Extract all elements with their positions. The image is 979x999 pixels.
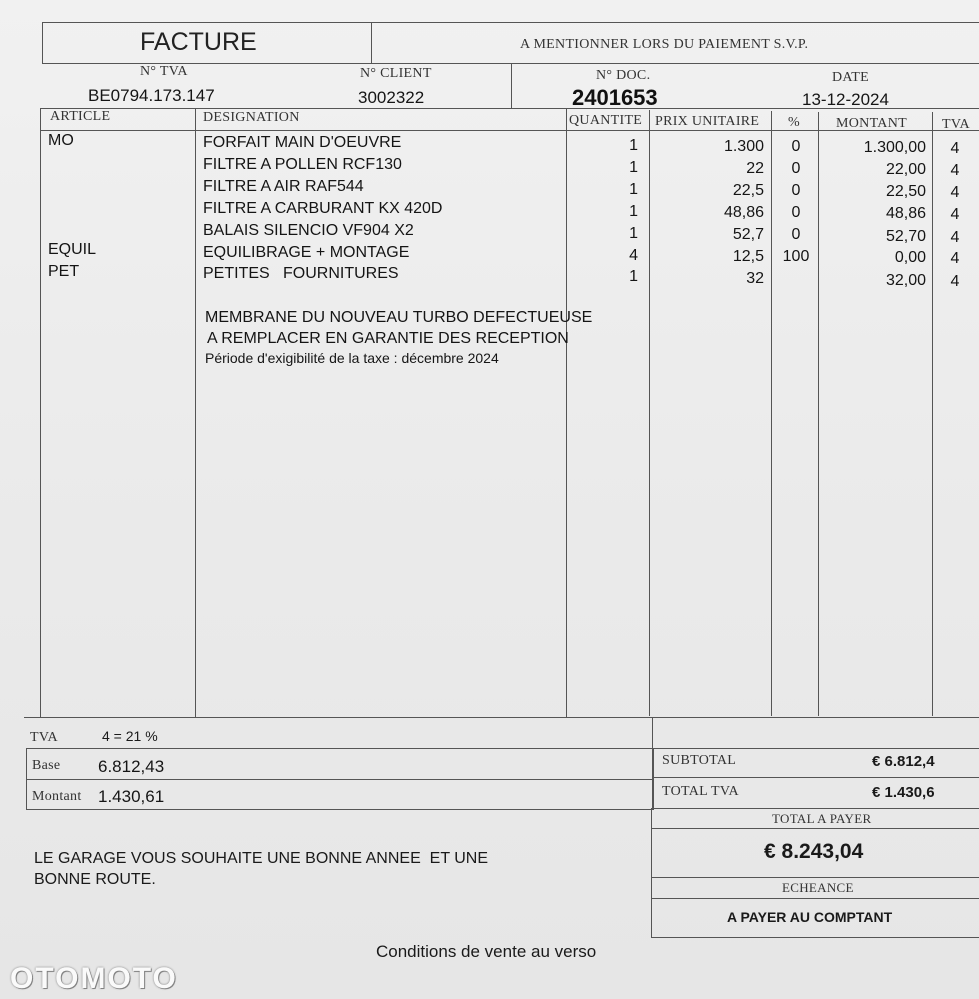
row-montant: 0,00 <box>894 249 926 266</box>
payment-note: A MENTIONNER LORS DU PAIEMENT S.V.P. <box>520 37 809 52</box>
date-value: 13-12-2024 <box>802 90 889 109</box>
row-pct: 0 <box>791 138 801 155</box>
row-article: PET <box>48 263 80 280</box>
columns-top-line <box>40 108 979 109</box>
row-tva: 4 <box>950 162 960 179</box>
row-prix: 22 <box>746 160 764 177</box>
vat-value: BE0794.173.147 <box>88 86 215 105</box>
row-quantite: 1 <box>629 225 638 242</box>
subtotal-label: SUBTOTAL <box>662 753 737 768</box>
row-designation: FILTRE A POLLEN RCF130 <box>203 156 402 173</box>
client-value: 3002322 <box>358 88 425 107</box>
col-montant: MONTANT <box>836 116 907 131</box>
row-designation: FILTRE A CARBURANT KX 420D <box>203 200 443 217</box>
row-prix: 1.300 <box>723 138 764 155</box>
row-tva: 4 <box>950 273 960 290</box>
doc-label: N° DOC. <box>596 68 651 83</box>
montant-label: Montant <box>32 789 82 804</box>
doc-value: 2401653 <box>572 85 658 110</box>
subtotal-top-line <box>652 748 979 749</box>
col-quantite: QUANTITE <box>569 113 643 128</box>
row-designation: FORFAIT MAIN D'OEUVRE <box>203 134 402 151</box>
client-label: N° CLIENT <box>360 66 432 81</box>
tax-values-divider <box>26 779 654 780</box>
row-montant: 32,00 <box>885 272 926 289</box>
greeting-line-2: BONNE ROUTE. <box>34 871 156 888</box>
col-sep-quantite <box>649 110 650 716</box>
total-payer-label: TOTAL A PAYER <box>772 811 872 826</box>
row-designation: BALAIS SILENCIO VF904 X2 <box>203 222 414 239</box>
vat-label: N° TVA <box>140 64 188 79</box>
row-pct: 0 <box>791 160 801 177</box>
total-payer-value: € 8.243,04 <box>764 840 864 863</box>
total-payer-label-line <box>651 828 979 829</box>
col-percent: % <box>788 115 800 130</box>
row-prix: 48,86 <box>723 204 764 221</box>
tva-label: TVA <box>30 730 58 745</box>
row-pct: 100 <box>782 248 810 265</box>
row-prix: 22,5 <box>732 182 764 199</box>
date-label: DATE <box>832 70 869 85</box>
echeance-value: A PAYER AU COMPTANT <box>727 909 893 925</box>
row-quantite: 1 <box>629 203 638 220</box>
row-article: MO <box>48 132 74 149</box>
row-montant: 22,00 <box>885 161 926 178</box>
row-pct: 0 <box>791 226 801 243</box>
row-montant: 48,86 <box>885 205 926 222</box>
echeance-top-line <box>651 877 979 878</box>
base-value: 6.812,43 <box>98 757 165 776</box>
row-prix: 52,7 <box>732 226 764 243</box>
col-sep-left-border <box>40 108 41 718</box>
echeance-label: ECHEANCE <box>782 880 854 895</box>
note-line-2: A REMPLACER EN GARANTIE DES RECEPTION <box>207 330 569 347</box>
row-tva: 4 <box>950 206 960 223</box>
tva-rate: 4 = 21 % <box>102 728 158 744</box>
col-article: ARTICLE <box>50 109 111 124</box>
echeance-bottom-line <box>651 898 979 899</box>
row-quantite: 1 <box>629 181 638 198</box>
row-designation: EQUILIBRAGE + MONTAGE <box>203 244 410 261</box>
col-tva: TVA <box>942 117 970 132</box>
col-prix-unitaire: PRIX UNITAIRE <box>655 114 760 129</box>
row-article: EQUIL <box>48 241 97 258</box>
col-sep-prix <box>771 111 772 716</box>
note-line-1: MEMBRANE DU NOUVEAU TURBO DEFECTUEUSE <box>205 309 593 326</box>
row-quantite: 4 <box>629 247 638 264</box>
table-bottom-line <box>24 717 979 718</box>
conditions-note: Conditions de vente au verso <box>376 942 597 961</box>
col-designation: DESIGNATION <box>203 110 300 125</box>
col-sep-designation <box>566 108 567 718</box>
row-designation: PETITES FOURNITURES <box>203 265 399 282</box>
row-prix: 12,5 <box>732 248 764 265</box>
col-sep-article <box>195 108 196 718</box>
row-tva: 4 <box>950 140 960 157</box>
total-tva-label: TOTAL TVA <box>662 784 739 799</box>
row-montant: 52,70 <box>885 228 926 245</box>
row-tva: 4 <box>950 250 960 267</box>
subtotal-divider <box>652 777 979 778</box>
row-montant: 22,50 <box>885 183 926 200</box>
row-prix: 32 <box>746 270 764 287</box>
invoice-title: FACTURE <box>140 28 257 56</box>
subtotal-value: € 6.812,4 <box>872 753 935 770</box>
row-quantite: 1 <box>629 268 638 285</box>
row-tva: 4 <box>950 229 960 246</box>
row-pct: 0 <box>791 204 801 221</box>
row-tva: 4 <box>950 184 960 201</box>
row-montant: 1.300,00 <box>863 139 926 156</box>
row-pct: 0 <box>791 182 801 199</box>
col-sep-montant <box>932 112 933 716</box>
info-divider-doc <box>511 63 512 109</box>
note-line-3: Période d'exigibilité de la taxe : décembre 2024 <box>205 350 499 366</box>
row-quantite: 1 <box>629 159 638 176</box>
otomoto-watermark: OTOMOTO <box>10 962 178 995</box>
greeting-line-1: LE GARAGE VOUS SOUHAITE UNE BONNE ANNEE ET UNE <box>34 850 489 867</box>
row-designation: FILTRE A AIR RAF544 <box>203 178 364 195</box>
base-label: Base <box>32 758 61 773</box>
col-sep-percent <box>818 112 819 716</box>
row-quantite: 1 <box>629 137 638 154</box>
montant-value: 1.430,61 <box>98 787 165 806</box>
total-tva-value: € 1.430,6 <box>872 784 935 801</box>
